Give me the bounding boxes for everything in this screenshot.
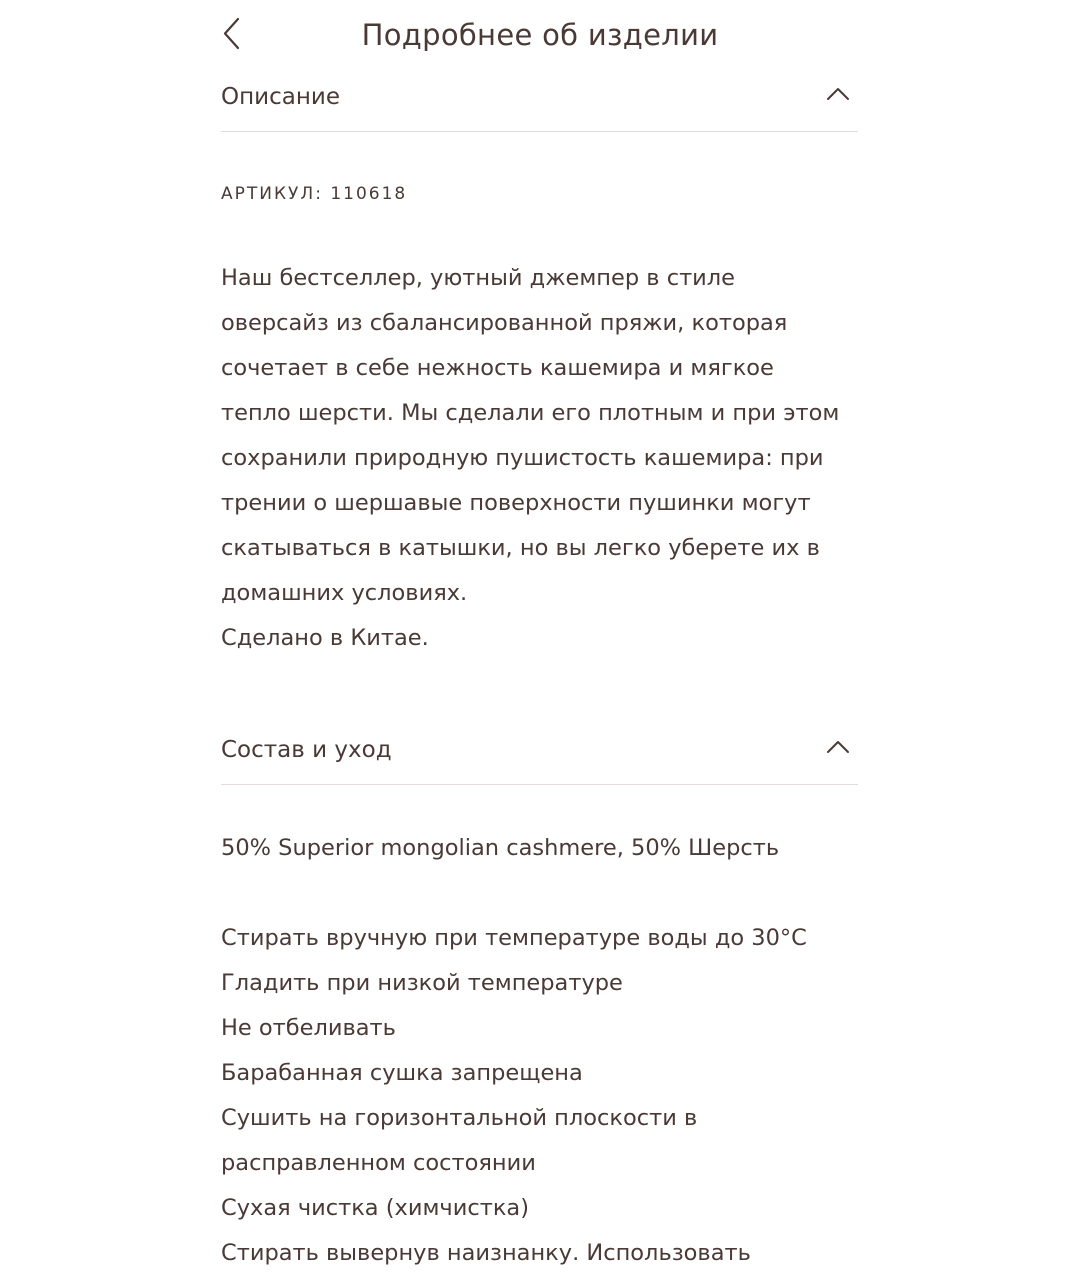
care-line: Сухая чистка (химчистка)	[221, 1195, 529, 1221]
description-line: Наш бестселлер, уютный джемпер в стиле	[221, 265, 736, 291]
care-instructions	[221, 916, 858, 1276]
description-line: сохранили природную пушистость кашемира: при	[221, 445, 824, 471]
header	[0, 0, 1080, 70]
description-line: оверсайз из сбалансированной пряжи, которая	[221, 310, 788, 336]
description-text	[221, 256, 858, 661]
care-line: Стирать вывернув наизнанку. Использовать	[221, 1240, 751, 1266]
chevron-up-icon[interactable]	[826, 737, 850, 757]
care-line: расправленном состоянии	[221, 1150, 536, 1176]
care-section-title: Состав и уход	[221, 737, 392, 763]
care-line: Гладить при низкой температуре	[221, 970, 623, 996]
description-line: тепло шерсти. Мы сделали его плотным и при этом	[221, 400, 840, 426]
article-number: АРТИКУЛ: 110618	[221, 184, 408, 204]
description-section-header[interactable]	[221, 70, 858, 132]
description-section-title: Описание	[221, 84, 340, 110]
description-line: сочетает в себе нежность кашемира и мягкое	[221, 355, 774, 381]
care-line: Стирать вручную при температуре воды до 30°C	[221, 925, 807, 951]
composition-text: 50% Superior mongolian cashmere, 50% Шерсть	[221, 835, 780, 861]
origin-text: Сделано в Китае.	[221, 625, 429, 651]
care-section-header[interactable]	[221, 723, 858, 785]
care-line: Не отбеливать	[221, 1015, 396, 1041]
care-line: Сушить на горизонтальной плоскости в	[221, 1105, 698, 1131]
product-details	[221, 70, 858, 1276]
chevron-up-icon[interactable]	[826, 84, 850, 104]
page-title: Подробнее об изделии	[361, 18, 719, 52]
description-line: домашних условиях.	[221, 580, 468, 606]
care-line: Барабанная сушка запрещена	[221, 1060, 583, 1086]
description-line: трении о шершавые поверхности пушинки могут	[221, 490, 811, 516]
description-line: скатываться в катышки, но вы легко уберете их в	[221, 535, 820, 561]
